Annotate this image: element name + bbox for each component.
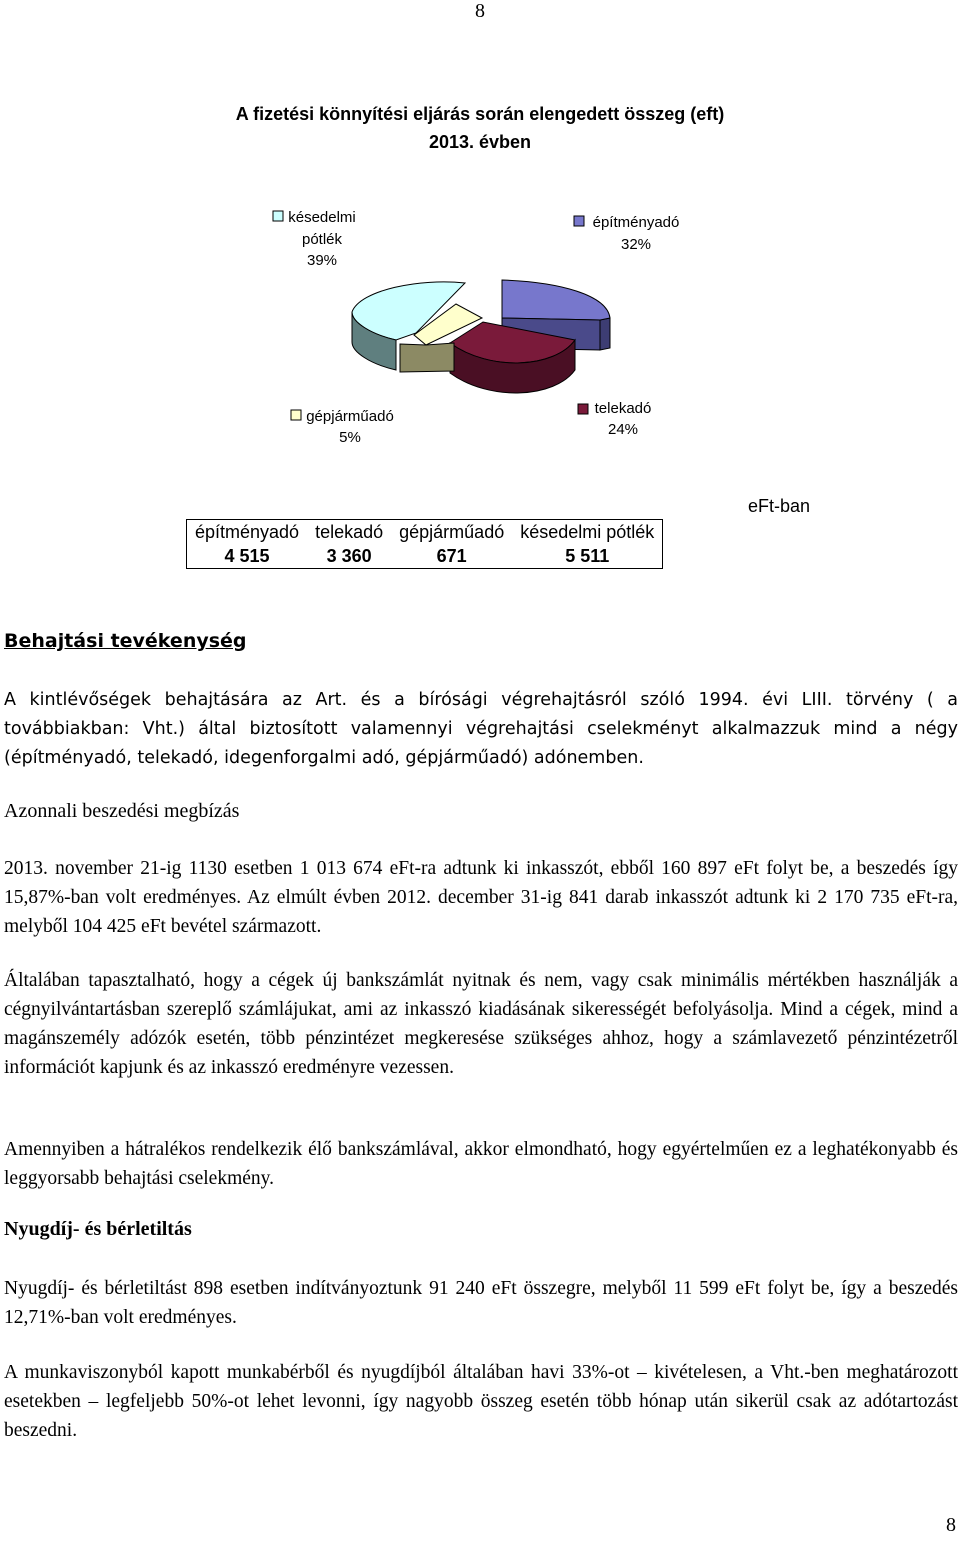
legend-gepjarmu-label: gépjárműadó: [306, 408, 394, 425]
legend-kesedelmi-line2: pótlék: [301, 231, 343, 248]
legend-swatch-epitmeny: [574, 216, 584, 226]
para-azonnali-3: Amennyiben a hátralékos rendelkezik élő bankszámlával, akkor elmondható, hogy egyértelműen ez a leghatékonyabb és leggyorsabb behajtási cselekmény.: [4, 1139, 958, 1189]
legend-swatch-kesedelmi: [273, 211, 283, 221]
legend-telek-pct: 24%: [607, 421, 639, 438]
legend-kesedelmi: [273, 209, 356, 269]
table-value-cell: 3 360: [307, 544, 391, 569]
table-header-cell: gépjárműadó: [391, 520, 512, 545]
table-header-cell: telekadó: [307, 520, 391, 545]
heading-behajtasi: Behajtási tevékenység: [4, 630, 247, 652]
heading-nyugdij: Nyugdíj- és bérletiltás: [4, 1218, 192, 1240]
table-unit: eFt-ban: [747, 496, 810, 516]
legend-kesedelmi-pct: 39%: [306, 252, 338, 269]
table-value-cell: 5 511: [512, 544, 663, 569]
table-header-cell: késedelmi pótlék: [512, 520, 663, 545]
legend-gepjarmu: [291, 408, 394, 446]
legend-gepjarmu-pct: 5%: [339, 429, 361, 446]
para-behajtasi: A kintlévőségek behajtására az Art. és a bírósági végrehajtásról szóló 1994. évi LIII. törvény ( a továbbiakban: Vht.) által biztosított valamennyi végrehajtási cselekményt alkalmazzuk mind a négy (építményadó, telekadó, idegenforgalmi adó, gépjárműadó) adónemben.: [4, 690, 958, 768]
para-nyugdij-2: A munkaviszonyból kapott munkabérből és nyugdíjból általában havi 33%-ot – kivételesen, a Vht.-ben meghatározott esetekben – legfeljebb 50%-ot lehet levonni, így nagyobb összeg esetén több hónap után sikerül csak az adótartozást beszedni.: [4, 1362, 958, 1441]
chart-title-line1: A fizetési könnyítési eljárás során elengedett összeg (eft): [235, 104, 725, 124]
legend-kesedelmi-line1: késedelmi: [288, 209, 356, 226]
table-value-cell: 671: [391, 544, 512, 569]
legend-epitmeny: [574, 214, 679, 253]
table-value-row: [187, 544, 663, 569]
legend-telek: [578, 400, 651, 438]
chart-title-line2: 2013. évben: [428, 132, 532, 152]
para-azonnali-2: Általában tapasztalható, hogy a cégek új bankszámlát nyitnak és nem, vagy csak minimális mértékben használják a cégnyilvántartásban szereplő számlájukat, ami az inkasszó kiadásának sikerességét befolyásolja. Mind a cégek, mind a magánszemély adózók esetén, több pénzintézet megkeresése szükséges ahhoz, hogy a számlavezető pénzintézetről információt kapjunk és az inkasszó eredményre vezessen.: [4, 970, 958, 1078]
page-number-top: 8: [475, 0, 485, 22]
legend-epitmeny-label: építményadó: [592, 214, 680, 231]
legend-telek-label: telekadó: [594, 400, 652, 417]
slice-extra-top: [400, 343, 454, 372]
values-table: [186, 519, 663, 569]
slice-extra: [400, 343, 454, 372]
heading-azonnali: Azonnali beszedési megbízás: [4, 800, 240, 822]
para-azonnali-1: 2013. november 21-ig 1130 esetben 1 013 674 eFt-ra adtunk ki inkasszót, ebből 160 897 eFt folyt be, a beszedés így 15,87%-ban volt eredményes. Az elmúlt évben 2012. december 31-ig 841 darab inkasszót adtunk ki 2 170 735 eFt-ra, melyből 104 425 eFt bevétel származott.: [4, 858, 958, 937]
table-header-row: [187, 520, 663, 545]
legend-epitmeny-pct: 32%: [620, 236, 652, 253]
legend-swatch-telek: [578, 404, 588, 414]
legend-swatch-gepjarmu: [291, 410, 301, 420]
page-number-bottom: 8: [946, 1514, 956, 1536]
table-value-cell: 4 515: [187, 544, 308, 569]
slice-epitmenyado-top: [502, 280, 610, 320]
slice-epitmenyado-side: [600, 318, 610, 350]
para-nyugdij-1: Nyugdíj- és bérletiltást 898 esetben indítványoztunk 91 240 eFt összegre, melyből 11 599 eFt folyt be, így a beszedés 12,71%-ban volt eredményes.: [4, 1278, 958, 1328]
chart-title: [0, 100, 960, 156]
pie-chart: [200, 190, 760, 450]
table-header-cell: építményadó: [187, 520, 308, 545]
